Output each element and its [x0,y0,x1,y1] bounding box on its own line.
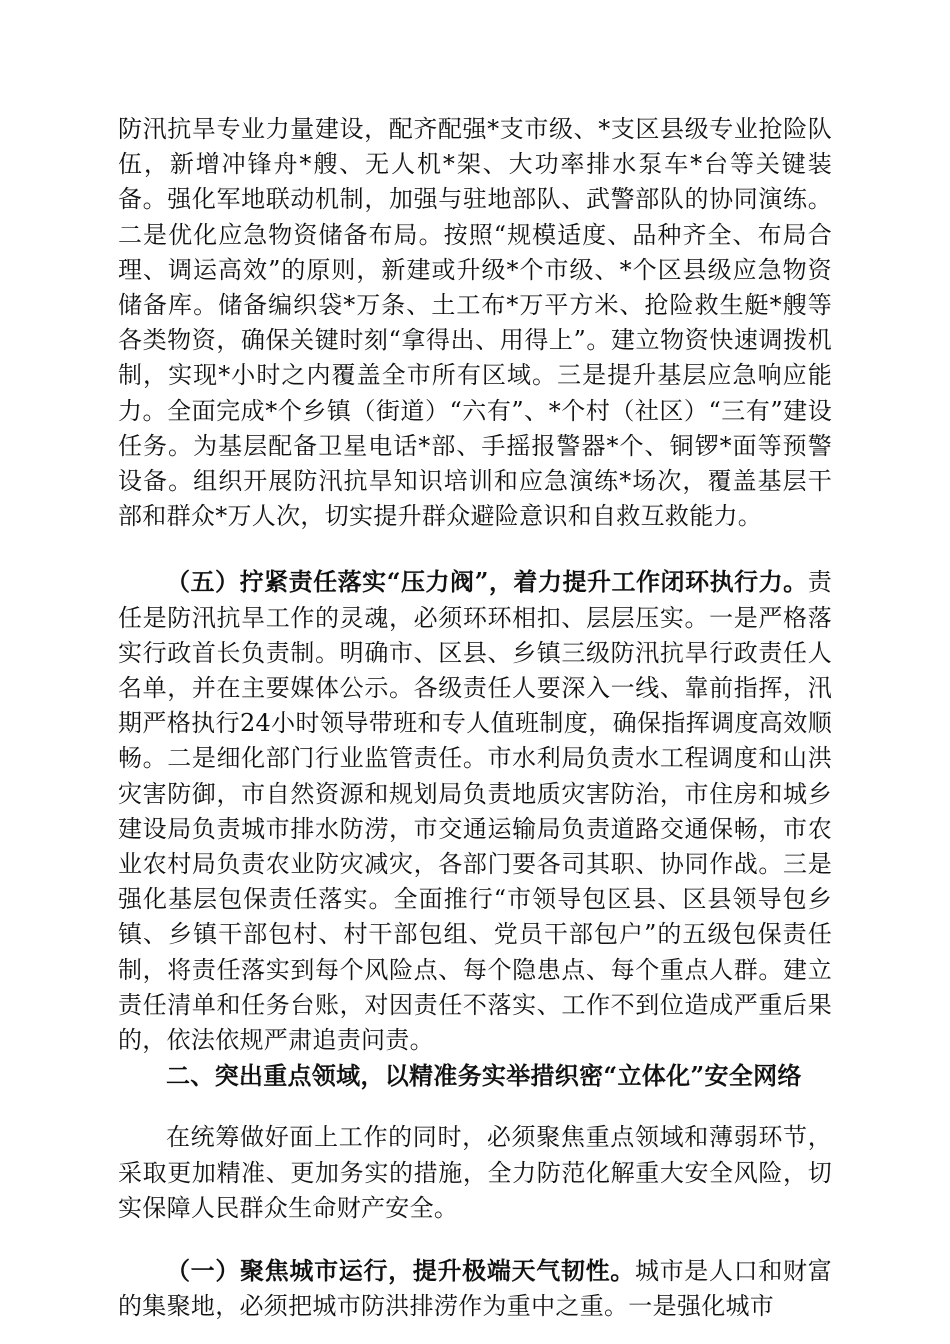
paragraph-lead-heading: （五）拧紧责任落实“压力阀”，着力提升工作闭环执行力。 [166,567,808,597]
paragraph-lead-heading: （一）聚焦城市运行，提升极端天气韧性。 [166,1256,635,1286]
paragraph-body-text: 责任是防汛抗旱工作的灵魂，必须环环相扣、层层压实。一是严格落实行政首长负责制。明确市、区县、乡镇三级防汛抗旱行政责任人名单，并在主要媒体公示。各级责任人要深入一线、靠前指挥，汛期严格执行24小时领导带班和专人值班制度，确保指挥调度高效顺畅。二是细化部门行业监管责任。市水利局负责水工程调度和山洪灾害防御，市自然资源和规划局负责地质灾害防治，市住房和城乡建设局负责城市排水防涝，市交通运输局负责道路交通保畅，市农业农村局负责农业防灾减灾，各部门要各司其职、协同作战。三是强化基层包保责任落实。全面推行“市领导包区县、区县领导包乡镇、乡镇干部包村、村干部包组、党员干部包户”的五级包保责任制，将责任落实到每个风险点、每个隐患点、每个重点人群。建立责任清单和任务台账，对因责任不落实、工作不到位造成严重后果的，依法依规严肃追责问责。 [118,568,832,1055]
paragraph-intro: 在统筹做好面上工作的同时，必须聚焦重点领域和薄弱环节，采取更加精准、更加务实的措施，全力防范化解重大安全风险，切实保障人民群众生命财产安全。 [118,1123,832,1222]
paragraph-body-text: 城市是人口和财富的集聚地，必须把城市防洪排涝作为重中之重。一是强化城市 [118,1257,832,1321]
document-page [118,112,832,1325]
paragraph-responsibility [118,564,832,1058]
paragraph-continuation: 防汛抗旱专业力量建设，配齐配强*支市级、*支区县级专业抢险队伍，新增冲锋舟*艘、无人机*架、大功率排水泵车*台等关键装备。强化军地联动机制，加强与驻地部队、武警部队的协同演练。二是优化应急物资储备布局。按照“规模适度、品种齐全、布局合理、调运高效”的原则，新建或升级*个市级、*个区县级应急物资储备库。储备编织袋*万条、土工布*万平方米、抢险救生艇*艘等各类物资，确保关键时刻“拿得出、用得上”。建立物资快速调拨机制，实现*小时之内覆盖全市所有区域。三是提升基层应急响应能力。全面完成*个乡镇（街道）“六有”、*个村（社区）“三有”建设任务。为基层配备卫星电话*部、手摇报警器*个、铜锣*面等预警设备。组织开展防汛抗旱知识培训和应急演练*场次，覆盖基层干部和群众*万人次，切实提升群众避险意识和自救互救能力。 [118,115,832,531]
section-heading: 二、突出重点领域，以精准务实举措织密“立体化”安全网络 [166,1061,802,1091]
paragraph-city-operation [118,1253,832,1324]
